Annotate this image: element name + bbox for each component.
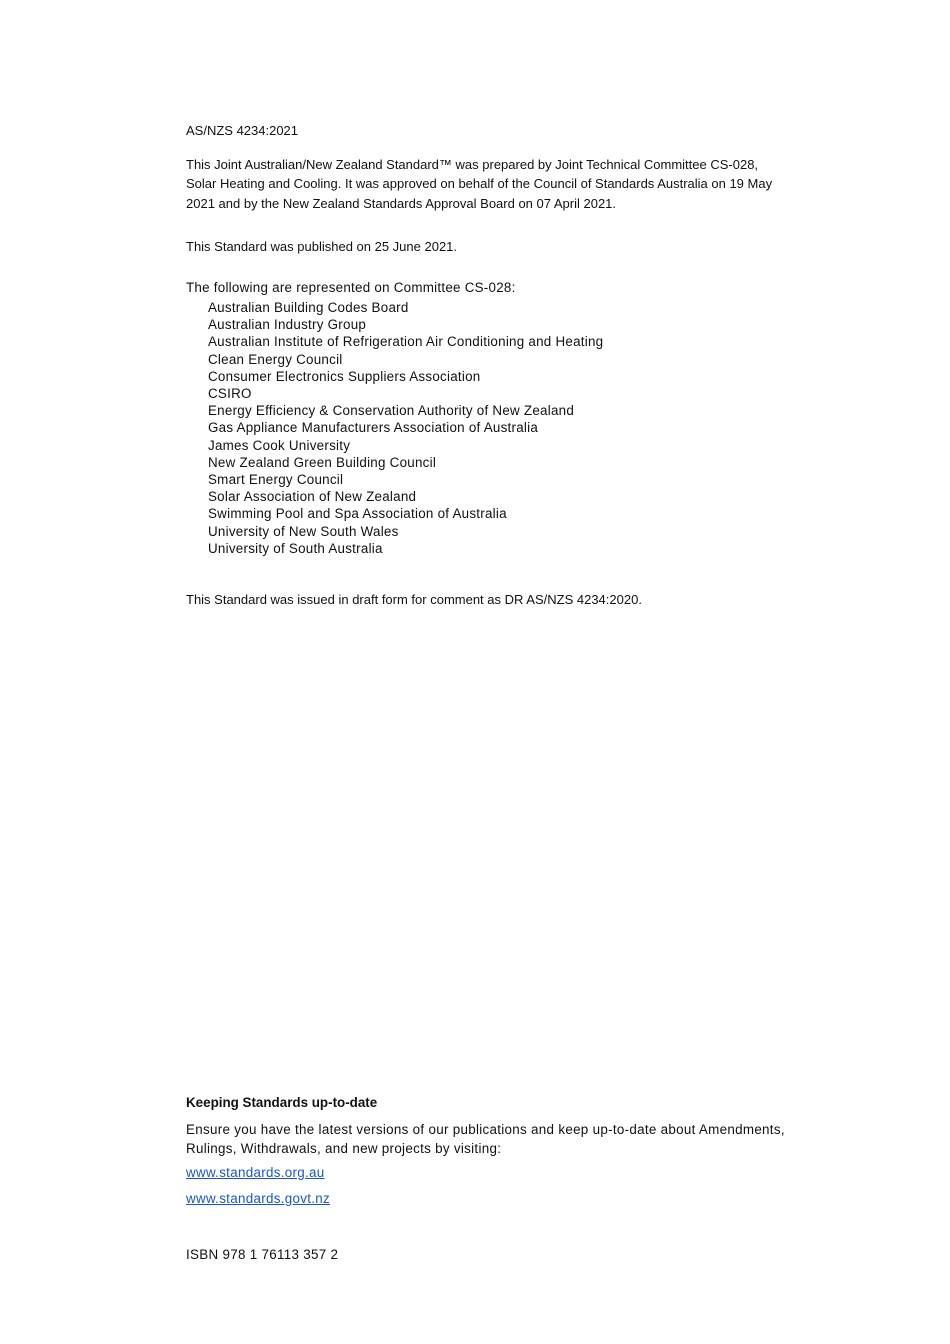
committee-member: Australian Building Codes Board xyxy=(208,300,409,315)
isbn-number: ISBN 978 1 76113 357 2 xyxy=(186,1247,339,1262)
committee-member: Energy Efficiency & Conservation Authority of New Zealand xyxy=(208,403,575,419)
committee-member: University of New South Wales xyxy=(208,523,399,539)
standard-number: AS/NZS 4234:2021 xyxy=(186,123,299,138)
standards-nz-link[interactable]: www.standards.govt.nz xyxy=(186,1191,330,1206)
committee-member: Smart Energy Council xyxy=(208,472,344,488)
committee-member-list xyxy=(186,299,603,557)
committee-member: Australian Industry Group xyxy=(208,317,367,333)
committee-member: Swimming Pool and Spa Association of Australia xyxy=(208,506,507,522)
committee-heading: The following are represented on Committee CS-028: xyxy=(186,280,516,295)
committee-member: University of South Australia xyxy=(208,540,383,556)
committee-member: Gas Appliance Manufacturers Association of Australia xyxy=(208,420,539,436)
committee-member: Consumer Electronics Suppliers Association xyxy=(208,368,481,384)
committee-member: Solar Association of New Zealand xyxy=(208,489,417,505)
updates-heading: Keeping Standards up-to-date xyxy=(186,1095,378,1110)
committee-member: CSIRO xyxy=(208,386,252,402)
committee-section xyxy=(186,279,603,557)
standards-australia-link[interactable]: www.standards.org.au xyxy=(186,1165,325,1180)
draft-statement: This Standard was issued in draft form for comment as DR AS/NZS 4234:2020. xyxy=(186,592,642,607)
updates-text: Ensure you have the latest versions of our publications and keep up-to-date about Amendments, Rulings, Withdrawals, and new projects by visiting: xyxy=(186,1122,785,1156)
committee-member: Clean Energy Council xyxy=(208,351,343,367)
published-statement: This Standard was published on 25 June 2021. xyxy=(186,239,458,254)
committee-member: New Zealand Green Building Council xyxy=(208,454,437,470)
committee-member: James Cook University xyxy=(208,437,351,453)
intro-paragraph: This Joint Australian/New Zealand Standard™ was prepared by Joint Technical Committee CS-028, Solar Heating and Cooling. It was approved on behalf of the Council of Standards Australia on 19 May 2021 and by the New Zealand Standards Approval Board on 07 April 2021. xyxy=(186,157,773,211)
committee-member: Australian Institute of Refrigeration Air Conditioning and Heating xyxy=(208,334,604,350)
